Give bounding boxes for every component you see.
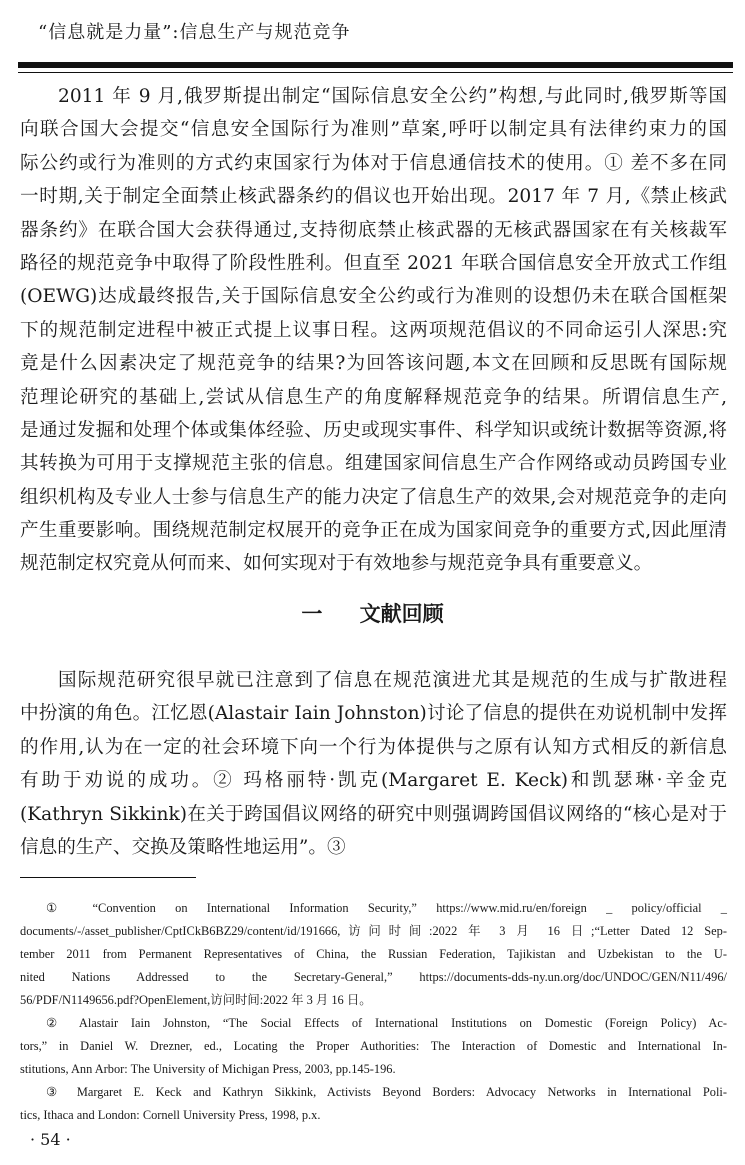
footnote-line: ① “Convention on International Information Security,” https://www.mid.ru/en/foreign _ policy/official _ [46,901,727,915]
footnote-line: tics, Ithaca and London: Cornell University Press, 1998, p.x. [20,1108,321,1122]
text-line: 2011 年 9 月,俄罗斯提出制定“国际信息安全公约”构想,与此同时,俄罗斯等国 [58,86,727,107]
footnote-line: ③ Margaret E. Keck and Kathryn Sikkink, Activists Beyond Borders: Advocacy Networks in International Poli- [46,1085,727,1099]
text-line: 组织机构及专业人士参与信息生产的能力决定了信息生产的效果,会对规范竞争的走向 [20,486,727,508]
text-line: 信息的生产、交换及策略性地运用”。③ [20,836,346,858]
text-line: 有助于劝说的成功。② 玛格丽特·凯克(Margaret E. Keck)和凯瑟琳·辛金克 [20,770,727,792]
text-line: (OEWG)达成最终报告,关于国际信息安全公约或行为准则的设想仍未在联合国框架 [20,286,727,308]
text-line: 范理论研究的基础上,尝试从信息生产的角度解释规范竞争的结果。所谓信息生产, [20,386,727,408]
header-rule-thick [18,62,733,68]
footnote-line: ② Alastair Iain Johnston, “The Social Effects of International Institutions on Domestic (Foreign Policy) Ac- [46,1016,727,1030]
footnote-line: 56/PDF/N1149656.pdf?OpenElement,访问时间:2022 年 3 月 16 日。 [20,993,372,1007]
text-line: 际公约或行为准则的方式约束国家行为体对于信息通信技术的使用。① 差不多在同 [20,152,727,174]
text-line: 中扮演的角色。江忆恩(Alastair Iain Johnston)讨论了信息的提供在劝说机制中发挥 [20,703,727,725]
footnote-line: tors,” in Daniel W. Drezner, ed., Locating the Proper Authorities: The Interaction of Domestic and International In- [20,1039,727,1053]
text-line: 是通过发掘和处理个体或集体经验、历史或现实事件、科学知识或统计数据等资源,将 [20,419,727,441]
text-line: 规范制定权究竟从何而来、如何实现对于有效地参与规范竞争具有重要意义。 [20,553,653,575]
footnote-line: stitutions, Ann Arbor: The University of Michigan Press, 2003, pp.145-196. [20,1062,396,1076]
footnote-3 [20,1081,727,1127]
text-line: 向联合国大会提交“信息安全国际行为准则”草案,呼吁以制定具有法律约束力的国 [20,119,727,141]
footnote-line: nited Nations Addressed to the Secretary-General,” https://documents-dds-ny.un.org/doc/UNDOC/GEN/N11/496/ [20,970,727,984]
footnote-line: documents/-/asset_publisher/CptICkB6BZ29/content/id/191666,访问时间:2022 年 3 月 16 日;“Letter Dated 12 Sep- [20,924,727,938]
text-line: 国际规范研究很早就已注意到了信息在规范演进尤其是规范的生成与扩散进程 [58,670,727,691]
paragraph-literature-review [20,664,727,864]
text-line: 器条约》在联合国大会获得通过,支持彻底禁止核武器的无核武器国家在有关核裁军 [20,219,727,241]
text-line: 产生重要影响。围绕规范制定权展开的竞争正在成为国家间竞争的重要方式,因此厘清 [20,520,727,542]
running-head: “信息就是力量”:信息生产与规范竞争 [38,22,351,43]
paragraph-intro [20,80,727,581]
text-line: 的作用,认为在一定的社会环境下向一个行为体提供与之原有认知方式相反的新信息 [20,736,727,758]
text-line: 竟是什么因素决定了规范竞争的结果?为回答该问题,本文在回顾和反思既有国际规 [20,353,727,375]
section-heading: 一 文献回顾 [301,602,444,626]
header-rule-thin [18,72,733,73]
text-line: 下的规范制定进程中被正式提上议事日程。这两项规范倡议的不同命运引人深思:究 [20,319,727,341]
text-line: 其转换为可用于支撑规范主张的信息。组建国家间信息生产合作网络或动员跨国专业 [20,453,727,475]
page-number: · 54 · [30,1130,71,1149]
text-line: (Kathryn Sikkink)在关于跨国倡议网络的研究中则强调跨国倡议网络的“核心是对于 [20,803,727,825]
text-line: 一时期,关于制定全面禁止核武器条约的倡议也开始出现。2017 年 7 月,《禁止核武 [20,186,727,208]
footnotes [20,897,727,1127]
footnote-divider [20,877,196,878]
text-line: 路径的规范竞争中取得了阶段性胜利。但直至 2021 年联合国信息安全开放式工作组 [20,252,727,274]
footnote-2 [20,1012,727,1081]
footnote-1 [20,897,727,1012]
footnote-line: tember 2011 from Permanent Representatives of China, the Russian Federation, Tajikistan and Uzbekistan to the U- [20,947,727,961]
